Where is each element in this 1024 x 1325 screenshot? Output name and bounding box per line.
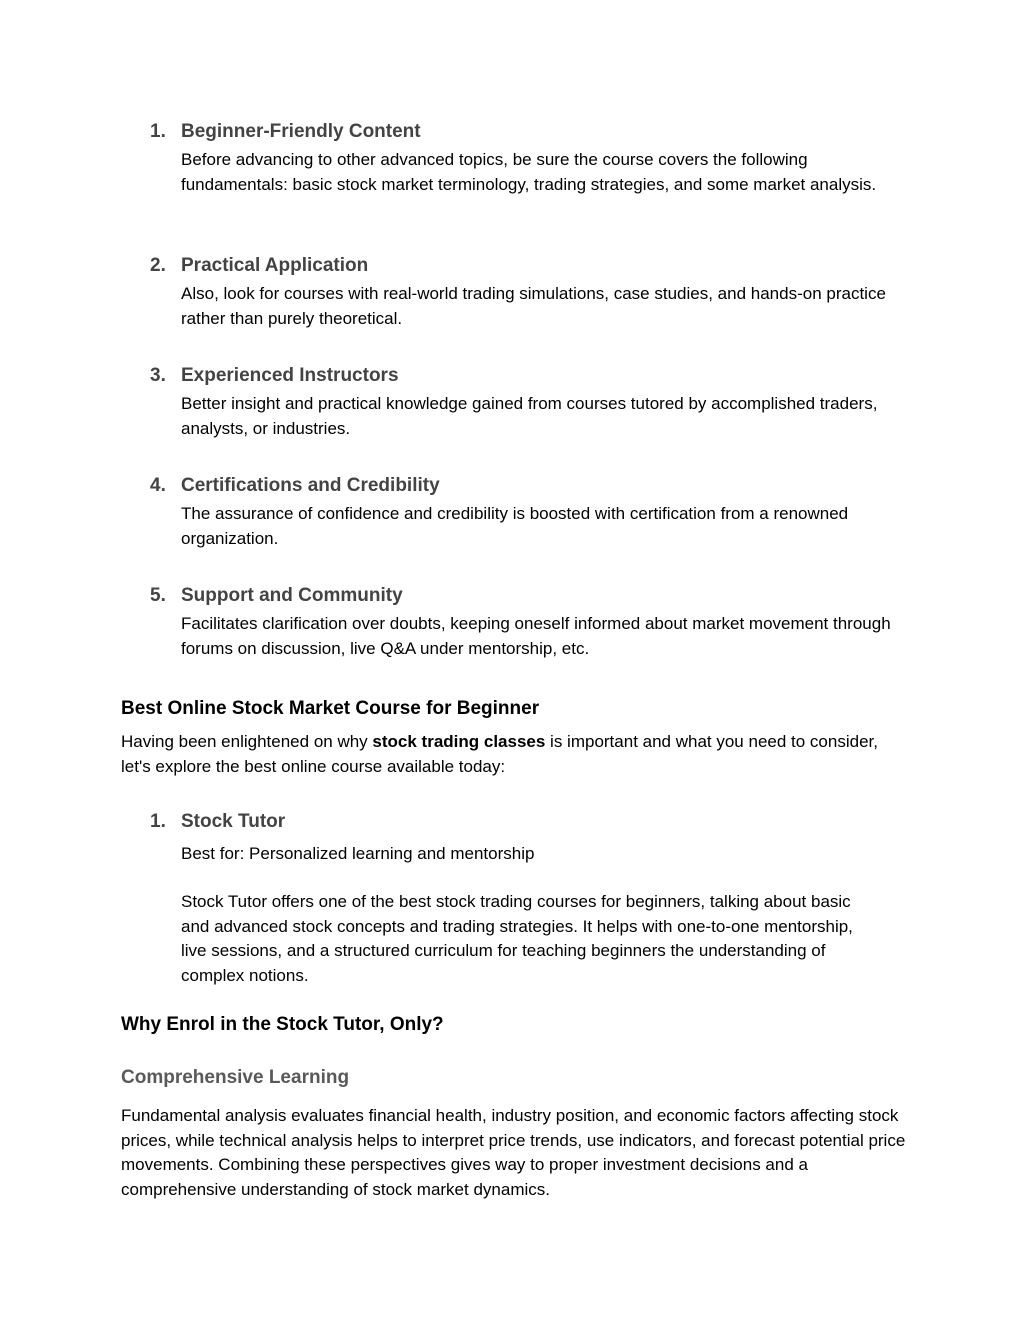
section-heading: Best Online Stock Market Course for Beginner (121, 698, 540, 719)
best-for-line: Best for: Personalized learning and mentorship (181, 844, 535, 863)
list-item-number: 2. (150, 255, 166, 276)
list-item-number: 1. (150, 121, 166, 142)
list-item-title: Practical Application (181, 255, 369, 276)
list-item-description: Before advancing to other advanced topics, be sure the course covers the following fundamentals: basic stock market terminology, trading strategies, and some market analysis. (181, 150, 877, 194)
intro-text-after: is important and what you need to consider, let's explore the best online course available today: (121, 732, 878, 776)
list-item-number: 5. (150, 585, 166, 606)
list-item-description: The assurance of confidence and credibility is boosted with certification from a renowned organization. (181, 504, 849, 548)
list-item-number: 1. (150, 811, 166, 832)
section-paragraph: Fundamental analysis evaluates financial health, industry position, and economic factors affecting stock prices, while technical analysis helps to interpret price trends, use indicators, and forecast potential price movements. Combining these perspectives gives way to proper investment decisions and a comprehensive understanding of stock market dynamics. (121, 1106, 906, 1199)
section-intro-paragraph (121, 730, 911, 779)
list-item-description: Stock Tutor offers one of the best stock trading courses for beginners, talking about basic and advanced stock concepts and trading strategies. It helps with one-to-one mentorship, live sessions, and a structured curriculum for teaching beginners the understanding of complex notions. (181, 892, 853, 985)
list-item-description: Better insight and practical knowledge gained from courses tutored by accomplished traders, analysts, or industries. (181, 394, 878, 438)
list-item-description: Facilitates clarification over doubts, keeping oneself informed about market movement through forums on discussion, live Q&A under mentorship, etc. (181, 614, 891, 658)
list-item-title: Support and Community (181, 585, 403, 606)
list-item-title: Certifications and Credibility (181, 475, 440, 496)
stock-trading-classes-text: stock trading classes (372, 732, 546, 751)
list-item-description: Also, look for courses with real-world trading simulations, case studies, and hands-on practice rather than purely theoretical. (181, 284, 886, 328)
section-heading: Why Enrol in the Stock Tutor, Only? (121, 1014, 444, 1035)
subsection-heading: Comprehensive Learning (121, 1067, 350, 1088)
list-item-number: 3. (150, 365, 166, 386)
list-item-title: Beginner-Friendly Content (181, 121, 421, 142)
list-item-title: Experienced Instructors (181, 365, 399, 386)
list-item-number: 4. (150, 475, 166, 496)
list-item-title: Stock Tutor (181, 811, 286, 832)
intro-text-before: Having been enlightened on why (121, 732, 373, 751)
